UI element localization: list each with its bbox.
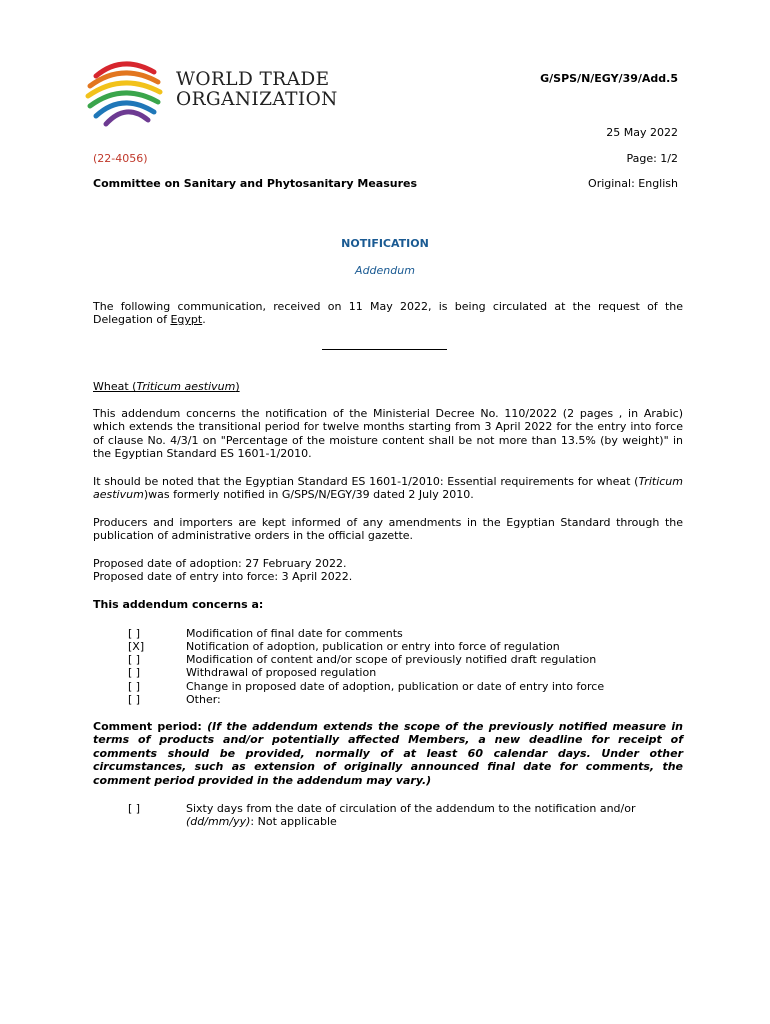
checkbox-4[interactable]: [ ]	[128, 680, 141, 693]
separator-line	[322, 349, 447, 350]
intro-paragraph: The following communication, received on 11 May 2022, is being circulated at the request of the Delegation of Egypt.	[93, 300, 683, 327]
notification-title: NOTIFICATION	[341, 237, 429, 250]
concerns-heading: This addendum concerns a:	[93, 598, 264, 611]
concern-label-2: Modification of content and/or scope of previously notified draft regulation	[186, 653, 597, 666]
checkbox-5[interactable]: [ ]	[128, 693, 141, 706]
concern-label-4: Change in proposed date of adoption, publication or date of entry into force	[186, 680, 605, 693]
comment-period-paragraph: Comment period: (If the addendum extends the scope of the previously notified measure in terms of products and/or potentially affected Members, a new deadline for receipt of comments should be provided, normally of at least 60 calendar days. Under other circumstances, such as extension of originally announced final date for comments, the comment period provided in the addendum may vary.)	[93, 720, 684, 787]
producers-paragraph: Producers and importers are kept informed of any amendments in the Egyptian Standard through the publication of administrative orders in the official gazette.	[93, 516, 683, 543]
decree-paragraph: This addendum concerns the notification of the Ministerial Decree No. 110/2022 (2 pages , in Arabic) which extends the transitional period for twelve months starting from 3 April 2022 for the entry into force of clause No. 4/3/1 on "Percentage of the moisture content shall be not more than 13.5% (by weight)" in the Egyptian Standard ES 1601-1/2010.	[93, 407, 683, 461]
concern-label-1: Notification of adoption, publication or entry into force of regulation	[186, 640, 560, 653]
checkbox-1[interactable]: [X]	[128, 640, 145, 653]
comment-option-text: Sixty days from the date of circulation of the addendum to the notification and/or (dd/mm/yy): Not applicable	[186, 802, 636, 829]
org-name-line2: ORGANIZATION	[176, 89, 338, 110]
wto-emblem-icon	[84, 56, 174, 132]
reference-number: (22-4056)	[93, 152, 148, 165]
addendum-subtitle: Addendum	[355, 264, 415, 277]
product-title: Wheat (Triticum aestivum)	[93, 380, 240, 393]
standard-paragraph: It should be noted that the Egyptian Standard ES 1601-1/2010: Essential requirements for wheat (Triticum aestivum)was formerly notified in G/SPS/N/EGY/39 dated 2 July 2010.	[93, 475, 683, 502]
checkbox-3[interactable]: [ ]	[128, 666, 141, 679]
document-date: 25 May 2022	[606, 126, 678, 139]
comment-option-checkbox[interactable]: [ ]	[128, 802, 141, 815]
original-language: Original: English	[588, 177, 678, 190]
org-name	[176, 70, 338, 110]
checkbox-0[interactable]: [ ]	[128, 627, 141, 640]
org-name-line1: WORLD TRADE	[176, 69, 330, 90]
checkbox-2[interactable]: [ ]	[128, 653, 141, 666]
comment-period-label: Comment period:	[93, 720, 208, 733]
concern-label-0: Modification of final date for comments	[186, 627, 403, 640]
entry-into-force-date: Proposed date of entry into force: 3 April 2022.	[93, 570, 353, 583]
page-number: Page: 1/2	[626, 152, 678, 165]
concern-label-5: Other:	[186, 693, 221, 706]
concern-label-3: Withdrawal of proposed regulation	[186, 666, 377, 679]
document-symbol: G/SPS/N/EGY/39/Add.5	[540, 72, 678, 85]
committee-name: Committee on Sanitary and Phytosanitary Measures	[93, 177, 418, 190]
member-name: Egypt	[170, 313, 203, 327]
adoption-date: Proposed date of adoption: 27 February 2022.	[93, 557, 347, 570]
